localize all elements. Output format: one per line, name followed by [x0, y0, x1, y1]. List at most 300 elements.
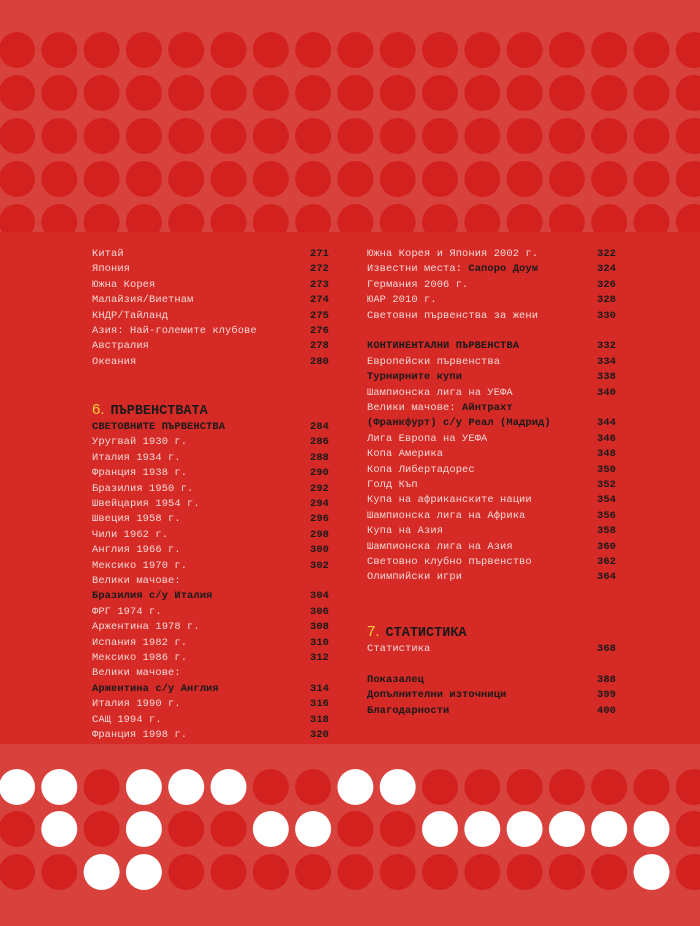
red-dot: [380, 32, 416, 68]
entry-page-number: 304: [309, 590, 329, 603]
white-dot: [380, 769, 416, 805]
entry-label-emphasis: Сапоро Доум: [468, 263, 539, 276]
red-dot: [41, 854, 77, 890]
red-dot: [676, 75, 700, 111]
contents-entry: [367, 463, 616, 478]
red-dot: [211, 161, 247, 197]
entry-label: [92, 278, 155, 293]
entry-label-text: Уругвай 1930 г.: [92, 436, 188, 449]
red-dot: [591, 769, 627, 805]
chapter-6-heading: [92, 400, 208, 420]
red-dot: [295, 854, 331, 890]
red-dot: [549, 32, 585, 68]
entry-label-text: Германия 2006 г.: [367, 278, 469, 291]
white-dot: [549, 811, 585, 847]
entry-page-number: 302: [309, 559, 329, 572]
entry-label: [367, 339, 519, 354]
entry-page-number: 328: [596, 294, 616, 307]
white-dot: [168, 769, 204, 805]
entry-label-text: Азия: Най-големите клубове: [92, 325, 257, 337]
red-dot: [211, 118, 247, 154]
entry-label: [367, 642, 430, 657]
entry-label-text: Швеция 1958 г.: [92, 513, 181, 526]
red-dot: [295, 32, 331, 68]
entry-page-number: 298: [309, 528, 329, 541]
entry-label-text: Франция 1938 г.: [92, 467, 188, 480]
red-dot: [211, 811, 247, 847]
entry-label-text: Благодарности: [367, 704, 450, 717]
entry-page-number: 314: [309, 682, 329, 695]
red-dot: [168, 854, 204, 890]
red-dot: [253, 769, 289, 805]
entry-label-text: Мексико 1986 г.: [92, 652, 188, 664]
contents-entry: [367, 293, 616, 308]
chapter-7-heading: [367, 622, 467, 642]
entry-label-text: Турнирните купи: [367, 371, 463, 384]
entry-page-number: 306: [309, 605, 329, 618]
white-dot: [41, 769, 77, 805]
contents-entry: [92, 278, 329, 293]
white-dot: [253, 811, 289, 847]
entry-page-number: 290: [309, 467, 329, 480]
red-dot: [126, 75, 162, 111]
red-dot: [676, 854, 700, 890]
red-dot: [253, 161, 289, 197]
entry-label-text: Велики мачове:: [92, 575, 181, 587]
contents-entry: [367, 447, 616, 462]
red-dot: [507, 161, 543, 197]
red-dot: [380, 118, 416, 154]
contents-entry: [92, 728, 329, 743]
red-dot: [168, 32, 204, 68]
red-dot: [0, 161, 35, 197]
red-dot: [549, 75, 585, 111]
entry-label-text: Европейски първенства: [367, 355, 501, 368]
entry-label: [92, 293, 193, 308]
contents-entry: [92, 435, 329, 450]
entry-page-number: 318: [309, 713, 329, 726]
entry-label: [92, 262, 130, 277]
red-dot: [337, 118, 373, 154]
entry-page-number: 356: [596, 509, 616, 522]
contents-entry: [92, 528, 329, 543]
entry-label-text: Световни първенства за жени: [367, 309, 539, 322]
entry-label-text: Показалец: [367, 673, 425, 686]
red-dot: [591, 161, 627, 197]
entry-label: [367, 704, 449, 719]
red-dot: [168, 161, 204, 197]
chapter-number: 6.: [92, 401, 105, 418]
entry-page-number: 332: [596, 340, 616, 353]
entry-page-number: 360: [596, 540, 616, 553]
entry-label-text: Австралия: [92, 340, 150, 353]
contents-entry: [92, 620, 329, 635]
white-dot: [211, 769, 247, 805]
contents-entry: [367, 688, 616, 703]
white-dot: [84, 854, 120, 890]
red-dot: [634, 32, 670, 68]
entry-label-text: Известни места:: [367, 263, 469, 276]
white-dot: [41, 811, 77, 847]
entry-label-text: Англия 1966 г.: [92, 544, 181, 557]
contents-entry: [367, 247, 616, 262]
red-dot: [591, 32, 627, 68]
red-dot: [84, 75, 120, 111]
contents-panel: [0, 232, 700, 744]
entry-label: [92, 636, 187, 651]
entry-label-text: Мексико 1970 г.: [92, 559, 188, 572]
entry-label-text: Шампионска лига на УЕФА: [367, 386, 513, 399]
entry-label-text: Голд Къп: [367, 479, 418, 491]
entry-label-text: СВЕТОВНИТЕ ПЪРВЕНСТВА: [92, 421, 226, 433]
chapter-number: 7.: [367, 623, 380, 640]
contents-entry: [92, 605, 329, 620]
entry-label-text: Италия 1934 г.: [92, 451, 181, 464]
red-dot: [591, 118, 627, 154]
red-dot: [84, 811, 120, 847]
entry-page-number: 300: [309, 544, 329, 557]
contents-entry: [92, 247, 329, 262]
red-dot: [380, 811, 416, 847]
entry-label-text: Допълнителни източници: [367, 689, 507, 702]
red-dot: [549, 161, 585, 197]
entry-page-number: 273: [309, 278, 329, 291]
red-dot: [676, 118, 700, 154]
contents-entry: [367, 493, 616, 508]
contents-entry: [367, 278, 616, 293]
red-dot: [507, 75, 543, 111]
red-dot: [507, 32, 543, 68]
entry-page-number: 288: [309, 451, 329, 464]
entry-label: [367, 309, 538, 324]
entry-page-number: 326: [596, 278, 616, 291]
entry-label: [92, 682, 219, 697]
red-dot: [84, 118, 120, 154]
contents-entry: [367, 657, 616, 672]
entry-label: [92, 451, 181, 466]
contents-entry: [92, 466, 329, 481]
entry-label-text: САЩ 1994 г.: [92, 713, 162, 726]
entry-label: [92, 574, 181, 589]
entry-label: [92, 309, 168, 324]
entry-label-text: Океания: [92, 355, 137, 368]
white-dot: [634, 811, 670, 847]
red-dot: [422, 769, 458, 805]
contents-entry: [367, 262, 616, 277]
red-dot: [337, 75, 373, 111]
contents-entry: [92, 636, 329, 651]
red-dot: [168, 811, 204, 847]
entry-page-number: 322: [596, 248, 616, 260]
entry-label: [367, 463, 475, 478]
red-dot: [676, 811, 700, 847]
contents-entry: [92, 512, 329, 527]
entry-label: [367, 247, 538, 262]
red-dot: [126, 32, 162, 68]
entry-page-number: 320: [309, 729, 329, 741]
entry-label-text: Аржентина 1978 г.: [92, 621, 200, 634]
entry-page-number: 316: [309, 698, 329, 711]
entry-label: [367, 447, 443, 462]
white-dot: [126, 811, 162, 847]
entry-label: [367, 370, 462, 385]
entry-page-number: 388: [596, 673, 616, 686]
entry-label: [367, 555, 532, 570]
entry-label: [92, 482, 193, 497]
entry-page-number: 350: [596, 463, 616, 476]
entry-label-text: Бразилия 1950 г.: [92, 482, 194, 495]
red-dot: [41, 75, 77, 111]
red-dot: [591, 854, 627, 890]
contents-entry: [92, 682, 329, 697]
entry-page-number: 334: [596, 355, 616, 368]
red-dot: [41, 118, 77, 154]
entry-label: [92, 666, 181, 681]
entry-label-text: Япония: [92, 263, 131, 276]
chapter-title: ПЪРВЕНСТВАТА: [110, 404, 208, 419]
entry-page-number: 275: [309, 309, 329, 322]
entry-label: [92, 324, 257, 339]
entry-page-number: 278: [309, 340, 329, 353]
white-dot: [634, 854, 670, 890]
contents-entry: [92, 293, 329, 308]
white-dot: [591, 811, 627, 847]
contents-entry: [367, 524, 616, 539]
entry-label-text: Испания 1982 г.: [92, 636, 188, 649]
entry-label-text: Шампионска лига на Африка: [367, 509, 526, 522]
entry-page-number: 274: [309, 294, 329, 307]
entry-page-number: 280: [309, 355, 329, 368]
contents-entry: [92, 697, 329, 712]
contents-entry: [92, 651, 329, 666]
entry-page-number: 324: [596, 263, 616, 276]
entry-page-number: 340: [596, 386, 616, 399]
entry-label: [367, 493, 532, 508]
red-dot: [422, 118, 458, 154]
entry-page-number: 292: [309, 482, 329, 495]
entry-label-text: КНДР/Тайланд: [92, 309, 169, 322]
entry-label-text: Копа Америка: [367, 448, 444, 461]
entry-label: [92, 543, 181, 558]
contents-entry: [92, 543, 329, 558]
entry-page-number: 364: [596, 571, 616, 584]
red-dot: [253, 32, 289, 68]
red-dot: [168, 75, 204, 111]
red-dot: [84, 32, 120, 68]
contents-entry: [367, 339, 616, 354]
contents-entry: [92, 451, 329, 466]
entry-label-text: Олимпийски игри: [367, 571, 463, 584]
white-dot: [126, 854, 162, 890]
contents-entry: [92, 262, 329, 277]
red-dot: [253, 118, 289, 154]
entry-page-number: 286: [309, 436, 329, 449]
entry-page-number: 271: [309, 248, 329, 260]
red-dot: [0, 854, 35, 890]
red-dot: [422, 854, 458, 890]
red-dot: [634, 769, 670, 805]
entry-label: [92, 697, 181, 712]
entry-page-number: 284: [309, 421, 329, 433]
entry-page-number: 338: [596, 371, 616, 384]
contents-entry: [92, 589, 329, 604]
white-dot: [295, 811, 331, 847]
white-dot: [422, 811, 458, 847]
contents-entry: [367, 432, 616, 447]
entry-label-text: (Франкфурт) с/у Реал (Мадрид): [367, 417, 551, 430]
red-dot: [380, 75, 416, 111]
red-dot: [211, 32, 247, 68]
red-dot: [549, 854, 585, 890]
red-dot: [380, 161, 416, 197]
entry-page-number: 362: [596, 556, 616, 568]
contents-entry: [92, 420, 329, 435]
entry-label-text: ЮАР 2010 г.: [367, 294, 437, 307]
red-dot: [422, 161, 458, 197]
entry-page-number: 276: [309, 325, 329, 337]
contents-entry: [367, 355, 616, 370]
entry-label: [367, 432, 487, 447]
entry-label-text: Лига Европа на УЕФА: [367, 432, 488, 445]
red-dot: [507, 118, 543, 154]
entry-label-text: Китай: [92, 248, 124, 260]
entry-label-text: Бразилия с/у Италия: [92, 590, 213, 603]
red-dot: [380, 854, 416, 890]
red-dot: [422, 75, 458, 111]
contents-entry: [92, 497, 329, 512]
contents-entry: [367, 642, 616, 657]
contents-entry: [92, 309, 329, 324]
contents-entry: [367, 324, 616, 339]
entry-label-text: Италия 1990 г.: [92, 698, 181, 711]
red-dot: [295, 161, 331, 197]
entry-label: [92, 713, 162, 728]
entry-page-number: 296: [309, 513, 329, 526]
contents-entry: [92, 324, 329, 339]
contents-entry: [367, 386, 616, 401]
red-dot: [337, 32, 373, 68]
entry-label-text: Южна Корея: [92, 278, 156, 291]
entry-page-number: 294: [309, 498, 329, 510]
red-dot: [676, 161, 700, 197]
red-dot: [295, 769, 331, 805]
entry-label: [92, 466, 187, 481]
entry-page-number: 272: [309, 263, 329, 276]
red-dot: [634, 161, 670, 197]
entry-label-text: Купа на африканските нации: [367, 494, 532, 507]
white-dot: [0, 769, 35, 805]
contents-entry: [367, 704, 616, 719]
entry-label: [92, 247, 124, 262]
entry-label: [92, 651, 187, 666]
red-dot: [507, 854, 543, 890]
entry-page-number: 344: [596, 417, 616, 430]
entry-label-text: Купа на Азия: [367, 525, 444, 538]
entry-label: [92, 339, 149, 354]
entry-label: [92, 559, 187, 574]
entry-label: [367, 416, 551, 431]
entry-page-number: 310: [309, 636, 329, 649]
entry-page-number: 308: [309, 621, 329, 634]
entry-label-emphasis: Айнтрахт: [462, 402, 513, 414]
red-dot: [337, 161, 373, 197]
red-dot: [84, 161, 120, 197]
entry-label-text: Малайзия/Виетнам: [92, 294, 194, 307]
contents-entry: [367, 401, 616, 416]
red-dot: [464, 75, 500, 111]
entry-label: [367, 262, 538, 277]
entry-label-text: Южна Корея и Япония 2002 г.: [367, 248, 539, 260]
red-dot: [676, 769, 700, 805]
white-dot: [337, 769, 373, 805]
red-dot: [634, 75, 670, 111]
red-dot: [253, 75, 289, 111]
entry-label-text: Световно клубно първенство: [367, 556, 532, 568]
entry-label-text: Велики мачове:: [92, 667, 181, 680]
red-dot: [337, 854, 373, 890]
contents-entry: [367, 370, 616, 385]
entry-label: [92, 605, 162, 620]
red-dot: [211, 75, 247, 111]
contents-entry: [92, 713, 329, 728]
entry-label: [92, 589, 212, 604]
entry-label: [367, 401, 513, 416]
contents-entry: [367, 509, 616, 524]
red-dot: [0, 811, 35, 847]
entry-label: [367, 355, 500, 370]
red-dot: [507, 769, 543, 805]
entry-label: [367, 278, 468, 293]
contents-entry: [367, 478, 616, 493]
contents-entry: [92, 355, 329, 370]
red-dot: [253, 854, 289, 890]
red-dot: [337, 811, 373, 847]
red-dot: [549, 118, 585, 154]
contents-entry: [367, 416, 616, 431]
contents-entry: [92, 559, 329, 574]
entry-label: [92, 435, 187, 450]
entry-page-number: 368: [596, 643, 616, 655]
entry-label: [92, 420, 225, 435]
contents-entry: [367, 570, 616, 585]
red-dot: [126, 161, 162, 197]
entry-label: [367, 524, 443, 539]
red-dot: [84, 769, 120, 805]
red-dot: [464, 854, 500, 890]
contents-entry: [367, 309, 616, 324]
entry-label-text: Шампионска лига на Азия: [367, 540, 513, 553]
red-dot: [464, 161, 500, 197]
entry-page-number: 358: [596, 525, 616, 538]
red-dot: [168, 118, 204, 154]
contents-entry: [367, 673, 616, 688]
entry-page-number: 354: [596, 494, 616, 507]
red-dot: [295, 118, 331, 154]
entry-page-number: 330: [596, 309, 616, 322]
contents-entry: [92, 339, 329, 354]
entry-label-text: Чили 1962 г.: [92, 528, 169, 541]
entry-label: [92, 512, 181, 527]
entry-label-text: Статистика: [367, 643, 431, 655]
entry-label: [367, 478, 418, 493]
red-dot: [464, 32, 500, 68]
red-dot: [464, 769, 500, 805]
entry-page-number: 400: [596, 704, 616, 717]
red-dot: [295, 75, 331, 111]
entry-label-text: Франция 1998 г.: [92, 729, 188, 741]
red-dot: [422, 32, 458, 68]
red-dot: [676, 32, 700, 68]
